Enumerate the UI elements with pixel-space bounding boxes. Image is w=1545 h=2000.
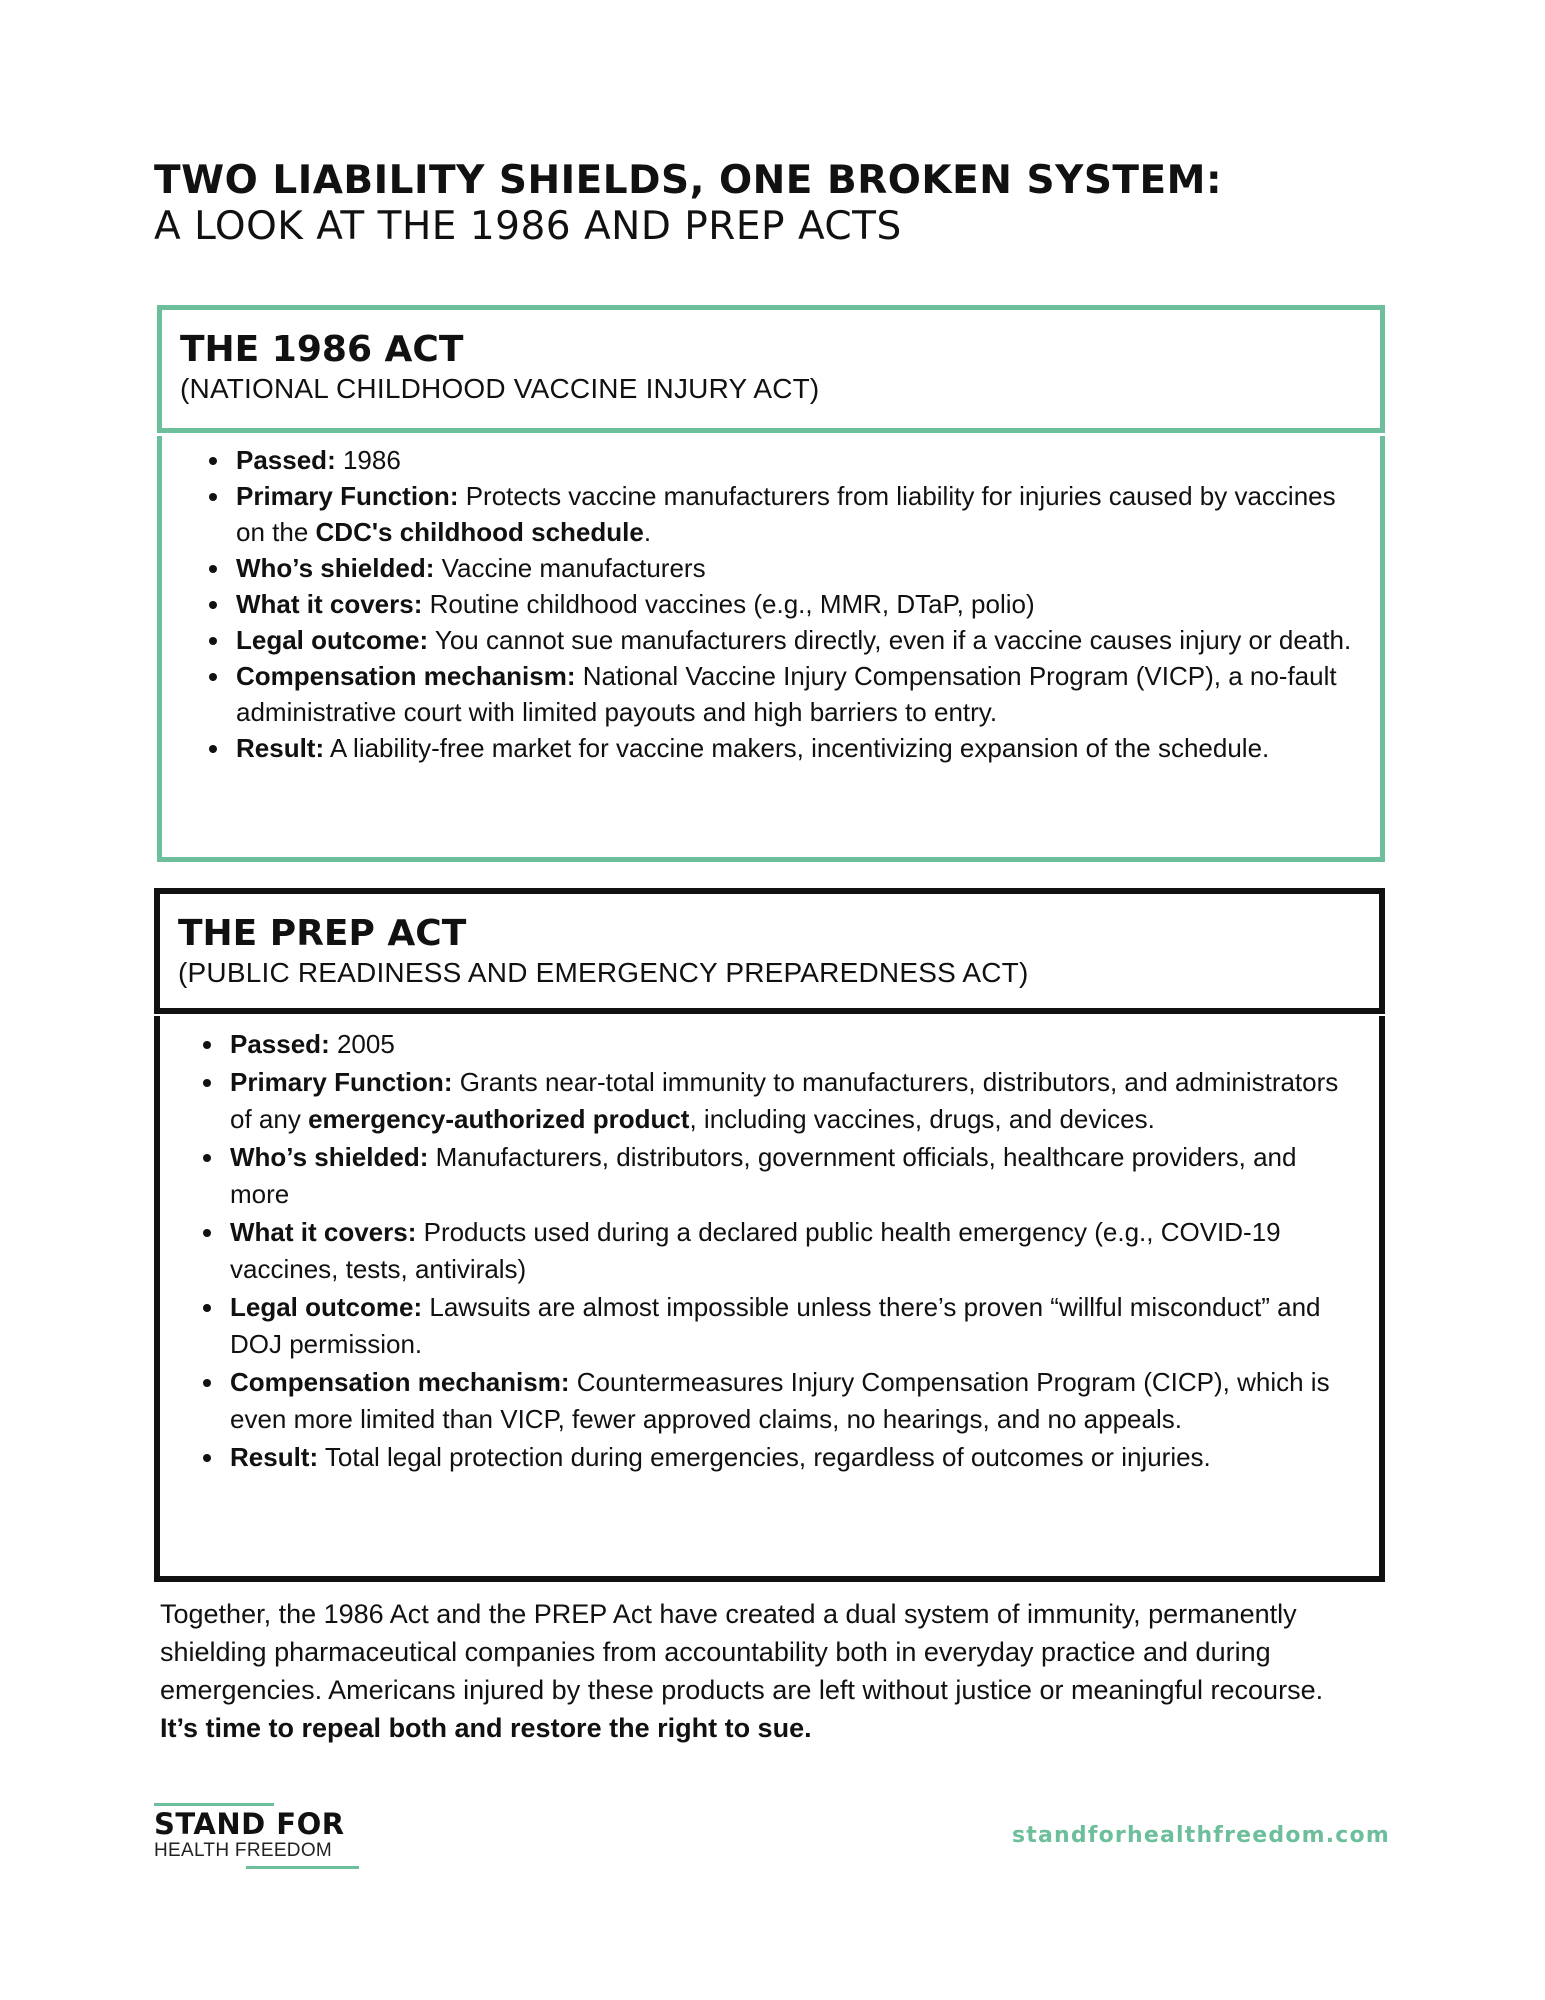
item-text-end: , including vaccines, drugs, and devices.: [689, 1104, 1155, 1134]
section-prep-header: [154, 888, 1385, 1014]
item-label: Who’s shielded:: [230, 1141, 429, 1172]
list-item-legal-outcome: [182, 1289, 1361, 1364]
list-item-whos-shielded: [182, 1139, 1361, 1214]
item-text: Routine childhood vaccines (e.g., MMR, DTaP, polio): [422, 589, 1035, 619]
section-prep-list: [182, 1026, 1361, 1476]
item-text: You cannot sue manufacturers directly, even if a vaccine causes injury or death.: [428, 625, 1352, 655]
item-label: Result:: [230, 1441, 319, 1472]
section-1986-act: [157, 305, 1385, 859]
section-1986-heading: THE 1986 ACT: [180, 329, 464, 370]
section-prep-act: [154, 888, 1385, 1580]
logo-bottom-bar: [246, 1866, 359, 1869]
item-text-end: .: [643, 517, 652, 547]
item-label: What it covers:: [236, 589, 423, 619]
section-1986-header: [157, 305, 1385, 433]
list-item-result: [188, 730, 1360, 766]
item-text: 1986: [335, 445, 401, 475]
website-link[interactable]: standforhealthfreedom.com: [1011, 1823, 1390, 1848]
list-item-primary-function: [182, 1064, 1361, 1139]
item-text: Total legal protection during emergencies, regardless of outcomes or injuries.: [318, 1441, 1211, 1472]
logo-line-2: HEALTH FREEDOM: [154, 1840, 333, 1861]
item-text: Vaccine manufacturers: [434, 553, 706, 583]
section-1986-body: [157, 436, 1385, 862]
item-label: Who’s shielded:: [236, 553, 435, 583]
item-label: Compensation mechanism:: [236, 661, 576, 691]
item-text: Protects vaccine manufacturers from liability for injuries caused by vaccines on the: [236, 481, 1336, 547]
section-1986-subheading: (NATIONAL CHILDHOOD VACCINE INJURY ACT): [180, 373, 820, 404]
item-text: Products used during a declared public health emergency (e.g., COVID-19 vaccines, tests, antivirals): [230, 1216, 1281, 1284]
logo-top-bar: [154, 1803, 274, 1806]
item-label: Result:: [236, 733, 325, 763]
section-prep-heading: THE PREP ACT: [178, 913, 467, 954]
item-label: Legal outcome:: [230, 1291, 423, 1322]
logo-line-1: STAND FOR: [154, 1807, 345, 1841]
stand-for-health-freedom-logo: [154, 1803, 359, 1873]
list-item-result: [182, 1439, 1361, 1477]
title-line-2: A LOOK AT THE 1986 AND PREP ACTS: [154, 204, 902, 249]
item-text: National Vaccine Injury Compensation Program (VICP), a no-fault administrative court with limited payouts and high barriers to entry.: [236, 661, 1337, 727]
item-label: What it covers:: [230, 1216, 417, 1247]
item-text: Grants near-total immunity to manufacturers, distributors, and administrators of any: [230, 1066, 1339, 1134]
item-emphasis: CDC's childhood schedule: [315, 517, 644, 547]
list-item-legal-outcome: [188, 622, 1360, 658]
item-label: Passed:: [236, 445, 336, 475]
section-prep-subheading: (PUBLIC READINESS AND EMERGENCY PREPAREDNESS ACT): [178, 957, 1029, 988]
list-item-compensation-mechanism: [182, 1364, 1361, 1439]
closing-call-to-action: It’s time to repeal both and restore the right to sue.: [160, 1713, 812, 1743]
item-label: Primary Function:: [230, 1066, 453, 1097]
list-item-primary-function: [188, 478, 1360, 550]
list-item-what-it-covers: [182, 1214, 1361, 1289]
item-label: Compensation mechanism:: [230, 1366, 570, 1397]
list-item-whos-shielded: [188, 550, 1360, 586]
title-line-1: TWO LIABILITY SHIELDS, ONE BROKEN SYSTEM:: [154, 158, 1223, 203]
section-prep-body: [154, 1016, 1385, 1582]
item-label: Primary Function:: [236, 481, 459, 511]
list-item-passed: [188, 442, 1360, 478]
item-emphasis: emergency-authorized product: [308, 1104, 690, 1134]
section-1986-list: [188, 442, 1360, 766]
item-text: Lawsuits are almost impossible unless there’s proven “willful misconduct” and DOJ permission.: [230, 1291, 1321, 1359]
closing-text: Together, the 1986 Act and the PREP Act have created a dual system of immunity, permanently shielding pharmaceutical companies from accountability both in everyday practice and during emergencies. Americans injured by these products are left without justice or meaningful recourse.: [160, 1599, 1324, 1705]
list-item-passed: [182, 1026, 1361, 1064]
item-label: Passed:: [230, 1029, 330, 1059]
list-item-what-it-covers: [188, 586, 1360, 622]
item-text: Countermeasures Injury Compensation Program (CICP), which is even more limited than VICP, fewer approved claims, no hearings, and no appeals.: [230, 1366, 1330, 1434]
closing-paragraph: [160, 1595, 1360, 1747]
item-label: Legal outcome:: [236, 625, 429, 655]
item-text: 2005: [329, 1029, 395, 1059]
page-title: [154, 158, 1394, 250]
item-text: A liability-free market for vaccine makers, incentivizing expansion of the schedule.: [324, 733, 1270, 763]
list-item-compensation-mechanism: [188, 658, 1360, 730]
item-text: Manufacturers, distributors, government officials, healthcare providers, and more: [230, 1141, 1297, 1209]
